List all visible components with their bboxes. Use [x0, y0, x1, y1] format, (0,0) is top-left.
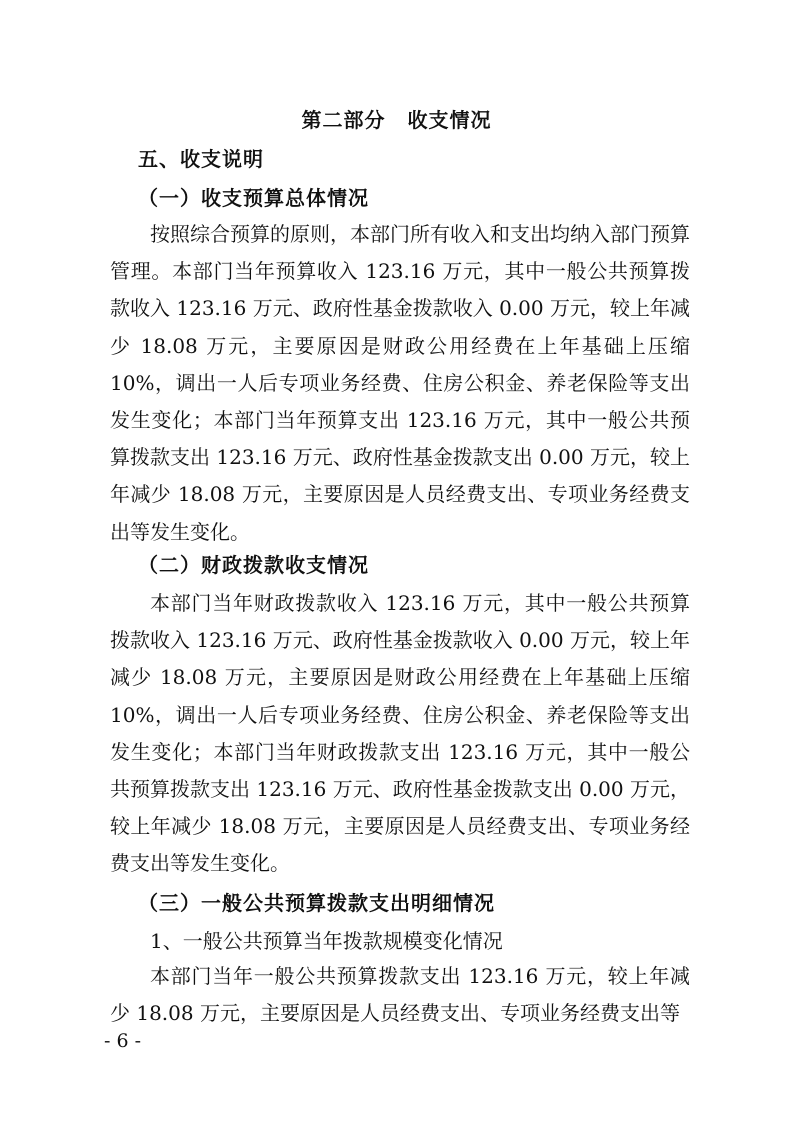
part-title-number: 第二部分 [301, 108, 386, 132]
subsection-heading-1: （一）收支预算总体情况 [138, 186, 369, 210]
part-title [0, 104, 793, 133]
sub-item-heading: 1、一般公共预算当年拨款规模变化情况 [150, 929, 503, 953]
subsection-heading-2: （二）财政拨款收支情况 [138, 553, 369, 577]
paragraph-fiscal-allocation: 本部门当年财政拨款收入 123.16 万元，其中一般公共预算拨款收入 123.16 万元、政府性基金拨款收入 0.00 万元，较上年减少 18.08 万元，主要原因是财政公用经费在上年基础上压缩10%，调出一人后专项业务经费、住房公积金、养老保险等支出发生变化；本部门当年财政拨款支出 123.16 万元，其中一般公共预算拨款支出 123.16 万元、政府性基金拨款支出 0.00 万元，较上年减少 18.08 万元，主要原因是人员经费支出、专项业务经费支出等发生变化。 [110, 591, 690, 876]
paragraph-general-budget-detail: 本部门当年一般公共预算拨款支出 123.16 万元，较上年减少 18.08 万元，主要原因是人员经费支出、专项业务经费支出等 [110, 964, 690, 1026]
subsection-heading-3: （三）一般公共预算拨款支出明细情况 [138, 891, 495, 915]
paragraph-budget-overview: 按照综合预算的原则，本部门所有收入和支出均纳入部门预算管理。本部门当年预算收入 123.16 万元，其中一般公共预算拨款收入 123.16 万元、政府性基金拨款收入 0.00 万元，较上年减少 18.08 万元，主要原因是财政公用经费在上年基础上压缩10%，调出一人后专项业务经费、住房公积金、养老保险等支出发生变化；本部门当年预算支出 123.16 万元，其中一般公共预算拨款支出 123.16 万元、政府性基金拨款支出 0.00 万元，较上年减少 18.08 万元，主要原因是人员经费支出、专项业务经费支出等发生变化。 [110, 222, 690, 544]
part-title-text: 收支情况 [407, 108, 492, 132]
page-number: - 6 - [104, 1030, 142, 1052]
section-heading: 五、收支说明 [138, 147, 264, 171]
